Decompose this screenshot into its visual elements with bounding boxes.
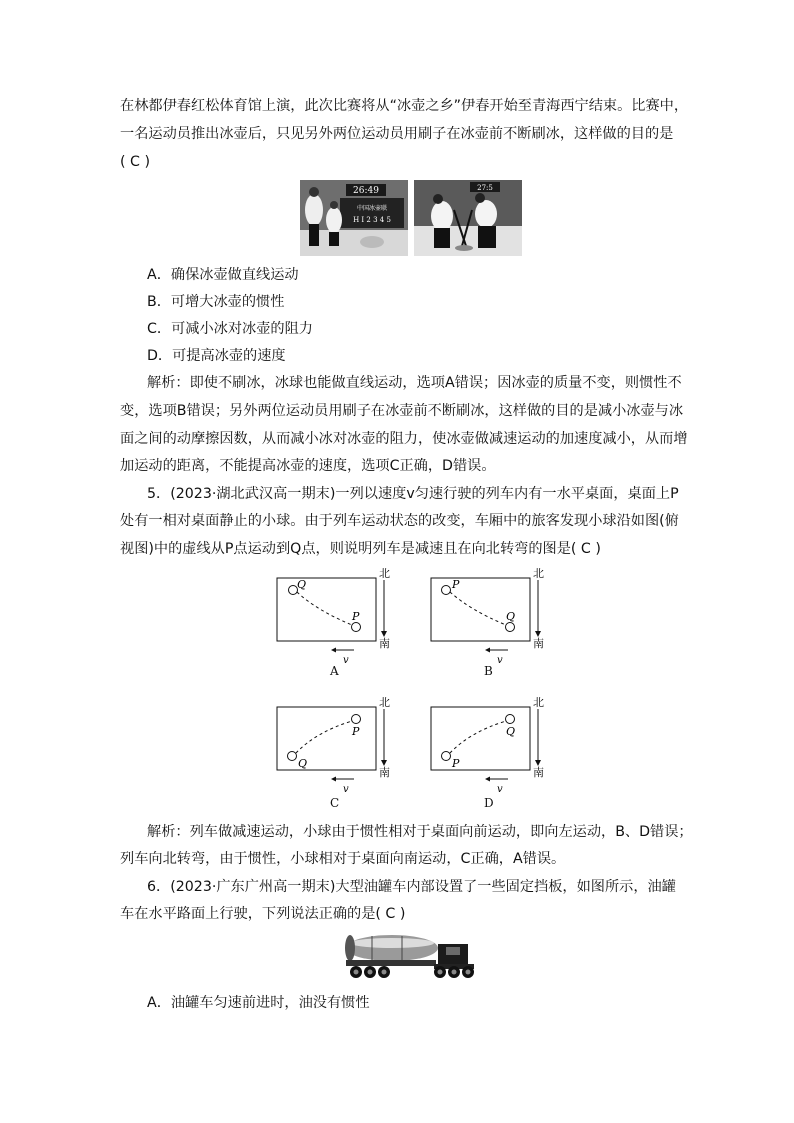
label-q: Q xyxy=(506,725,516,738)
q4-option-a: A．确保冰壶做直线运动 xyxy=(147,267,299,283)
q5-text-line: 视图)中的虚线从P点运动到Q点，则说明列车是减速且在向北转弯的图是( C ) xyxy=(120,541,601,557)
panel-label-a: A xyxy=(330,664,339,678)
label-q: Q xyxy=(297,578,307,591)
q5-analysis-line: 解析：列车做减速运动，小球由于惯性相对于桌面向前运动，即向左运动，B、D错误； xyxy=(147,824,693,840)
label-p: P xyxy=(352,610,360,623)
diagram-panel-a xyxy=(276,568,416,678)
panel-label-b: B xyxy=(484,664,493,678)
q4-analysis-line: 变，选项B错误；另外两位运动员用刷子在冰壶前不断刷冰，这样做的目的是减小冰壶与冰 xyxy=(120,403,684,419)
label-north: 北 xyxy=(379,697,390,709)
q4-analysis-line: 加运动的距离，不能提高冰壶的速度，选项C正确，D错误。 xyxy=(120,458,496,474)
label-q: Q xyxy=(506,610,516,623)
scoreboard-right-time: 27:5 xyxy=(477,184,493,192)
label-v: v xyxy=(343,784,349,795)
label-v: v xyxy=(343,655,349,666)
scoreboard-time: 26:49 xyxy=(353,186,379,196)
curling-photo-right xyxy=(414,180,522,256)
q4-analysis-line: 面之间的动摩擦因数，从而减小冰对冰壶的阻力，使冰壶做减速运动的加速度减小，从而增 xyxy=(120,431,688,447)
scoreboard-row: H I 2 3 4 5 xyxy=(353,216,391,224)
q6-option-a: A．油罐车匀速前进时，油没有惯性 xyxy=(147,995,370,1011)
diagram-panel-d xyxy=(430,697,570,810)
label-south: 南 xyxy=(533,766,544,779)
label-south: 南 xyxy=(379,766,390,779)
label-p: P xyxy=(452,578,460,591)
label-p: P xyxy=(352,725,360,738)
label-v: v xyxy=(497,784,503,795)
q5-analysis-line: 列车向北转弯，由于惯性，小球相对于桌面向南运动，C正确，A错误。 xyxy=(120,851,566,867)
q4-analysis-line: 解析：即使不刷冰，冰球也能做直线运动，选项A错误；因冰壶的质量不变，则惯性不 xyxy=(147,375,682,391)
q4-option-d: D．可提高冰壶的速度 xyxy=(147,348,286,364)
panel-label-d: D xyxy=(484,796,494,810)
panel-label-c: C xyxy=(330,796,340,810)
q5-text-line: 处有一相对桌面静止的小球。由于列车运动状态的改变，车厢中的旅客发现小球沿如图(俯 xyxy=(120,513,679,529)
label-south: 南 xyxy=(533,637,544,650)
oil-tanker-truck-image xyxy=(342,930,478,982)
q4-text-line: 在林都伊春红松体育馆上演，此次比赛将从“冰壶之乡”伊春开始至青海西宁结束。比赛中， xyxy=(120,98,689,114)
q6-text-line: 6．(2023·广东广州高一期末)大型油罐车内部设置了一些固定挡板，如图所示，油罐 xyxy=(147,879,676,895)
q5-text-line: 5．(2023·湖北武汉高一期末)一列以速度v匀速行驶的列车内有一水平桌面，桌面上P xyxy=(147,486,679,502)
q4-option-b: B．可增大冰壶的惯性 xyxy=(147,294,285,310)
diagram-panel-c xyxy=(276,697,416,810)
diagram-panel-b xyxy=(430,568,570,678)
q6-text-line: 车在水平路面上行驶，下列说法正确的是( C ) xyxy=(120,906,406,922)
label-south: 南 xyxy=(379,637,390,650)
label-north: 北 xyxy=(533,568,544,580)
label-q: Q xyxy=(298,757,308,770)
curling-photo-left xyxy=(300,180,408,256)
q4-option-c: C．可减小冰对冰壶的阻力 xyxy=(147,321,313,337)
label-p: P xyxy=(452,757,460,770)
label-north: 北 xyxy=(379,568,390,580)
label-north: 北 xyxy=(533,697,544,709)
q4-text-line: 一名运动员推出冰壶后，只见另外两位运动员用刷子在冰壶前不断刷冰，这样做的目的是 xyxy=(120,126,674,142)
q4-text-line: ( C ) xyxy=(120,154,150,170)
label-v: v xyxy=(497,655,503,666)
scoreboard-label: 中国冰壶联 xyxy=(356,205,388,212)
